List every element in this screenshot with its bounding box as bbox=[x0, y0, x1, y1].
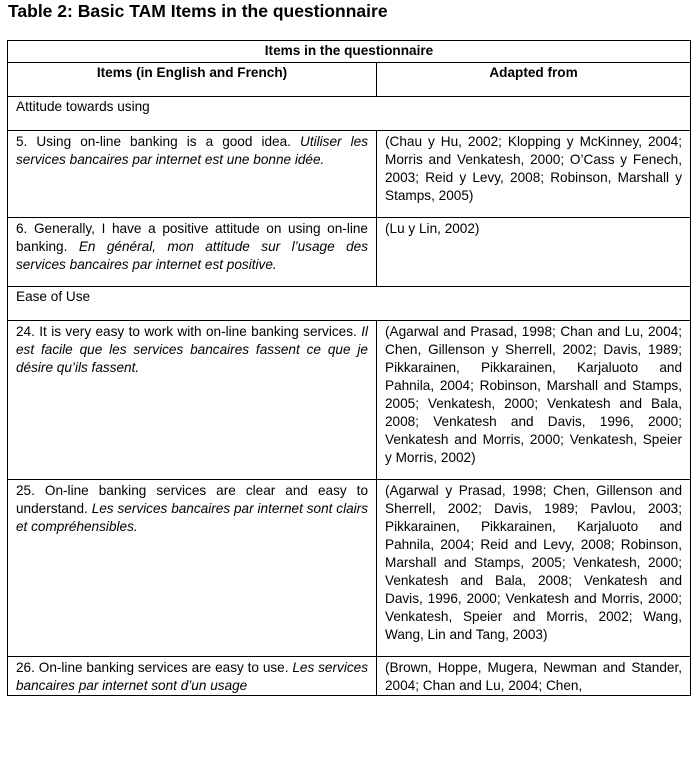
table-row bbox=[8, 218, 691, 287]
section-title: Attitude towards using bbox=[8, 97, 691, 131]
item-source-cell: (Brown, Hoppe, Mugera, Newman and Stander, 2004; Chan and Lu, 2004; Chen, bbox=[377, 657, 691, 696]
item-french: En général, mon attitude sur l’usage des services bancaires par internet est positive. bbox=[16, 239, 368, 272]
item-english: 6. Generally, I have a positive attitude on using on-line banking. bbox=[16, 221, 368, 254]
item-english: 5. Using on-line banking is a good idea. bbox=[16, 134, 291, 149]
column-header-adapted-from: Adapted from bbox=[377, 63, 691, 97]
table-row bbox=[8, 657, 691, 696]
section-title: Ease of Use bbox=[8, 287, 691, 321]
item-text-cell bbox=[8, 131, 377, 218]
item-source-cell: (Agarwal y Prasad, 1998; Chen, Gillenson and Sherrell, 2002; Davis, 1989; Pavlou, 2003; Pikkarainen, Pikkarainen, Karjaluoto and Pahnila, 2004; Reid and Levy, 2008; Robinson, Marshall and Stamps, 2005; Venkatesh, 2000; Venkatesh and Bala, 2008; Venkatesh and Davis, 1996, 2000; Venkatesh and Morris, 2000; Venkatesh, Speier and Morris, 2002; Wang, Wang, Lin and Tang, 2003) bbox=[377, 480, 691, 657]
table-row bbox=[8, 131, 691, 218]
item-source-cell: (Chau y Hu, 2002; Klopping y McKinney, 2004; Morris and Venkatesh, 2000; O’Cass y Fenech, 2003; Reid y Levy, 2008; Robinson, Marshall y Stamps, 2005) bbox=[377, 131, 691, 218]
item-english: 26. On-line banking services are easy to use. bbox=[16, 660, 289, 675]
item-text-cell bbox=[8, 218, 377, 287]
table-row bbox=[8, 321, 691, 480]
table-header-row bbox=[8, 41, 691, 63]
item-french: Utiliser les services bancaires par internet est une bonne idée. bbox=[16, 134, 368, 167]
item-english: 24. It is very easy to work with on-line banking services. bbox=[16, 324, 357, 339]
section-row-ease-of-use bbox=[8, 287, 691, 321]
item-french: Les services bancaires par internet sont clairs et compréhensibles. bbox=[16, 501, 369, 534]
item-english: 25. On-line banking services are clear and easy to understand. bbox=[16, 483, 368, 516]
item-french: Les services bancaires par internet sont d’un usage bbox=[16, 660, 368, 693]
table-caption-header: Items in the questionnaire bbox=[8, 41, 691, 63]
column-header-row bbox=[8, 63, 691, 97]
item-source-cell: (Agarwal and Prasad, 1998; Chan and Lu, 2004; Chen, Gillenson y Sherrell, 2002; Davis, 1989; Pikkarainen, Pikkarainen, Karjaluoto and Pahnila, 2004; Robinson, Marshall and Stamps, 2005; Venkatesh, 2000; Venkatesh and Bala, 2008; Venkatesh and Davis, 1996, 2000; Venkatesh and Morris, 2000; Venkatesh, Speier y Morris, 2002) bbox=[377, 321, 691, 480]
item-source-cell: (Lu y Lin, 2002) bbox=[377, 218, 691, 287]
tam-items-table bbox=[7, 40, 691, 696]
item-text-cell bbox=[8, 657, 377, 696]
table-row bbox=[8, 480, 691, 657]
item-french: Il est facile que les services bancaires fassent ce que je désire qu’ils fassent. bbox=[16, 324, 368, 375]
section-row-attitude bbox=[8, 97, 691, 131]
page-title: Table 2: Basic TAM Items in the questionnaire bbox=[8, 1, 388, 21]
item-text-cell bbox=[8, 321, 377, 480]
item-text-cell bbox=[8, 480, 377, 657]
column-header-items: Items (in English and French) bbox=[8, 63, 377, 97]
